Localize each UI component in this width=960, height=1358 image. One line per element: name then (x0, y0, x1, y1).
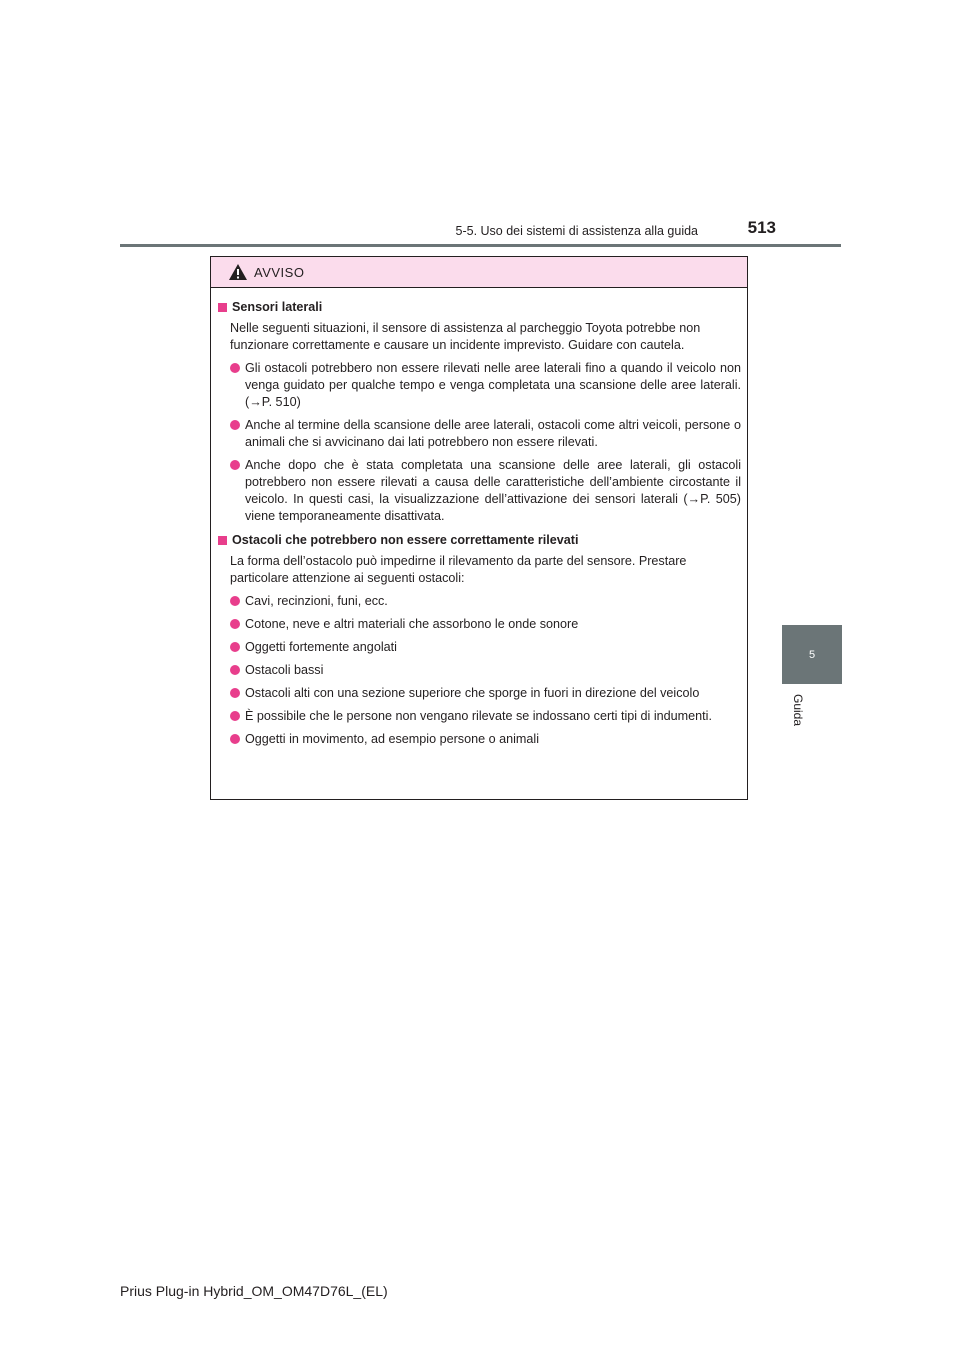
warning-body (211, 288, 747, 748)
footer-doc-id: Prius Plug-in Hybrid_OM_OM47D76L_(EL) (120, 1283, 388, 1299)
section-header: 5-5. Uso dei sistemi di assistenza alla guida (455, 224, 698, 238)
section-heading: Ostacoli che potrebbero non essere correttamente rilevati (218, 532, 741, 549)
warning-header (211, 257, 747, 288)
round-bullet-icon (230, 363, 240, 373)
round-bullet-icon (230, 665, 240, 675)
warning-box (210, 256, 748, 800)
round-bullet-icon (230, 596, 240, 606)
page-number: 513 (747, 218, 776, 237)
round-bullet-icon (230, 460, 240, 470)
list-item: Gli ostacoli potrebbero non essere rilevati nelle aree laterali fino a quando il veicolo non venga guidato per qualche tempo e venga completata una scansione delle aree laterali. (→P. 510) (218, 360, 741, 411)
round-bullet-icon (230, 642, 240, 652)
list-item: Ostacoli alti con una sezione superiore che sporge in fuori in direzione del veicolo (218, 685, 741, 702)
list-item: Ostacoli bassi (218, 662, 741, 679)
round-bullet-icon (230, 688, 240, 698)
round-bullet-icon (230, 420, 240, 430)
square-bullet-icon (218, 536, 227, 545)
section-heading: Sensori laterali (218, 299, 741, 316)
section-intro: Nelle seguenti situazioni, il sensore di assistenza al parcheggio Toyota potrebbe non funzionare correttamente e causare un incidente imprevisto. Guidare con cautela. (230, 321, 701, 352)
list-item: È possibile che le persone non vengano rilevate se indossano certi tipi di indumenti. (218, 708, 741, 725)
chapter-label: Guida (791, 693, 805, 727)
warning-title: AVVISO (254, 264, 305, 280)
warning-triangle-icon (228, 263, 248, 281)
round-bullet-icon (230, 619, 240, 629)
list-item: Oggetti in movimento, ad esempio persone o animali (218, 731, 741, 748)
chapter-tab: 5 (782, 625, 842, 684)
list-item: Anche al termine della scansione delle aree laterali, ostacoli come altri veicoli, persone o animali che si avvicinano dai lati potrebbero non essere rilevati. (218, 417, 741, 451)
square-bullet-icon (218, 303, 227, 312)
list-item: Cotone, neve e altri materiali che assorbono le onde sonore (218, 616, 741, 633)
list-item: Oggetti fortemente angolati (218, 639, 741, 656)
round-bullet-icon (230, 734, 240, 744)
header-divider (120, 244, 841, 247)
list-item: Cavi, recinzioni, funi, ecc. (218, 593, 741, 610)
round-bullet-icon (230, 711, 240, 721)
section-intro: La forma dell’ostacolo può impedirne il rilevamento da parte del sensore. Prestare particolare attenzione ai seguenti ostacoli: (230, 554, 687, 585)
list-item: Anche dopo che è stata completata una scansione delle aree laterali, gli ostacoli potrebbero non essere rilevati a causa delle caratteristiche dell’ambiente circostante il veicolo. In questi casi, la visualizzazione dell’attivazione dei sensori laterali (→P. 505) viene temporaneamente disattivata. (218, 457, 741, 525)
